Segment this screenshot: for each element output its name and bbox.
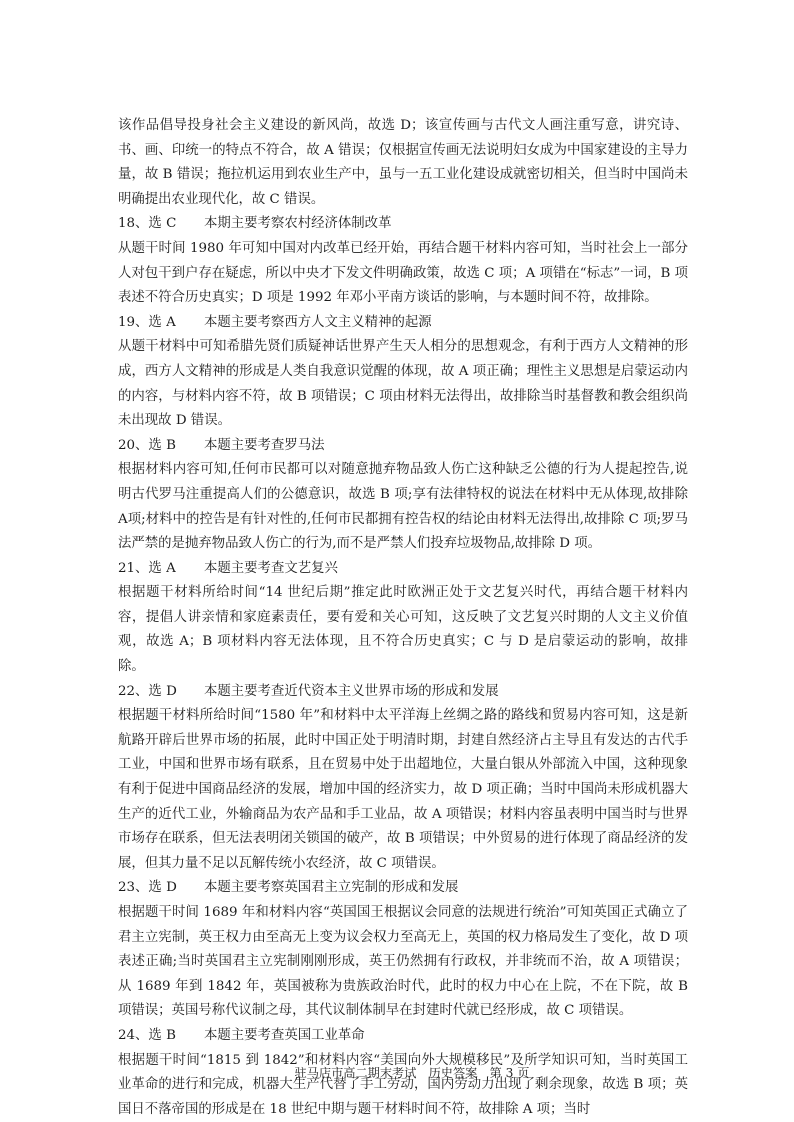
answer-heading [118, 557, 688, 582]
answer-18 [118, 212, 688, 310]
answer-heading [118, 212, 688, 237]
answer-number: 18、选 C [118, 216, 177, 232]
answer-topic: 本题主要考查罗马法 [204, 437, 325, 453]
answer-topic: 本题主要考察西方人文主义精神的起源 [204, 314, 432, 330]
answer-topic: 本题主要考查英国工业革命 [204, 1027, 365, 1043]
answer-explanation: 根据材料内容可知,任何市民都可以对随意抛弃物品致人伤亡这种缺乏公德的行为人提起控告,说明古代罗马注重提高人们的公德意识，故选 B 项;享有法律特权的说法在材料中无从体现,故排除A项;材料中的控告是有针对性的,任何市民都拥有控告权的结论由材料无法得出,故排除 C 项;罗马法严禁的是抛弃物品致人伤亡的行为,而不是严禁人们投弃垃圾物品,故排除 D 项。 [118, 462, 688, 552]
answer-number: 19、选 A [118, 314, 176, 330]
answer-22 [118, 680, 688, 877]
answer-heading [118, 311, 688, 336]
answer-heading [118, 680, 688, 705]
answer-heading [118, 1024, 688, 1049]
page-footer: 驻马店市高二期末考试 历史答案 第 3 页 [294, 1066, 530, 1080]
answer-number: 24、选 B [118, 1027, 176, 1043]
answer-explanation: 根据题干材料所给时间“1580 年”和材料中太平洋海上丝绸之路的路线和贸易内容可知，这是新航路开辟后世界市场的拓展，此时中国正处于明清时期，封建自然经济占主导且有发达的古代手工业，中国和世界市场有联系，且在贸易中处于出超地位，大量白银从外部流入中国，这种现象有利于促进中国商品经济的发展，增加中国的经济实力，故 D 项正确；当时中国尚未形成机器大生产的近代工业，外输商品为农产品和手工业品，故 A 项错误；材料内容虽表明中国当时与世界市场存在联系，但无法表明闭关锁国的破产，故 B 项错误；中外贸易的进行体现了商品经济的发展，但其力量不足以瓦解传统小农经济，故 C 项错误。 [118, 708, 688, 871]
answer-number: 21、选 A [118, 560, 176, 576]
answer-23 [118, 876, 688, 1024]
answer-topic: 本题主要考察英国君主立宪制的形成和发展 [204, 880, 459, 896]
answer-number: 22、选 D [118, 683, 177, 699]
answer-number: 23、选 D [118, 880, 177, 896]
answer-topic: 本期主要考察农村经济体制改革 [204, 216, 392, 232]
answer-topic: 本题主要考查近代资本主义世界市场的形成和发展 [204, 683, 499, 699]
answer-20 [118, 434, 688, 557]
answer-19 [118, 311, 688, 434]
answer-number: 20、选 B [118, 437, 176, 453]
answer-heading [118, 434, 688, 459]
answer-explanation: 根据题干时间“1815 到 1842”和材料内容“美国向外大规模移民”及所学知识可知，当时英国工业革命的进行和完成，机器大生产代替了手工劳动，国内劳动力出现了剩余现象，故选 B 项；英国日不落帝国的形成是在 18 世纪中期与题干材料时间不符，故排除 A 项；当时 [118, 1052, 688, 1117]
intro-paragraph: 该作品倡导投身社会主义建设的新风尚，故选 D；该宣传画与古代文人画注重写意，讲究诗、书、画、印统一的特点不符合，故 A 错误；仅根据宣传画无法说明妇女成为中国家建设的主导力量，故 B 错误；拖拉机运用到农业生产中，虽与一五工业化建设成就密切相关，但当时中国尚未明确提出农业现代化，故 C 错误。 [118, 118, 688, 207]
answer-21 [118, 557, 688, 680]
answer-heading [118, 876, 688, 901]
answer-body [118, 114, 688, 1122]
answer-explanation: 从题干时间 1980 年可知中国对内改革已经开始，再结合题干材料内容可知，当时社会上一部分人对包干到户存在疑虑，所以中央才下发文件明确政策，故选 C 项；A 项错在“标志”一词，B 项表述不符合历史真实；D 项是 1992 年邓小平南方谈话的影响，与本题时间不符，故排除。 [118, 240, 688, 306]
answer-explanation: 根据题干时间 1689 年和材料内容“英国国王根据议会同意的法规进行统治”可知英国正式确立了君主立宪制，英王权力由至高无上变为议会权力至高无上，英国的权力格局发生了变化，故 D 项表述正确;当时英国君主立宪制刚刚形成，英王仍然拥有行政权，并非统而不治，故 A 项错误；从 1689 年到 1842 年，英国被称为贵族政治时代，此时的权力中心在上院，不在下院，故 B 项错误；英国号称代议制之母，其代议制体制早在封建时代就已经形成，故 C 项错误。 [118, 905, 688, 1019]
answer-explanation: 从题干材料中可知希腊先贤们质疑神话世界产生天人相分的思想观念，有利于西方人文精神的形成，西方人文精神的形成是人类自我意识觉醒的体现，故 A 项正确；理性主义思想是启蒙运动内的内容，与材料内容不符，故 B 项错误；C 项由材料无法得出，故排除当时基督教和教会组织尚未出现故 D 错误。 [118, 339, 688, 429]
answer-explanation: 根据题干材料所给时间“14 世纪后期”推定此时欧洲正处于文艺复兴时代，再结合题干材料内容，提倡人讲亲情和家庭素责任，要有爱和关心可知，这反映了文艺复兴时期的人文主义价值观，故选 A；B 项材料内容无法体现，且不符合历史真实；C 与 D 是启蒙运动的影响，故排除。 [118, 585, 688, 675]
answer-topic: 本题主要考查文艺复兴 [204, 560, 338, 576]
